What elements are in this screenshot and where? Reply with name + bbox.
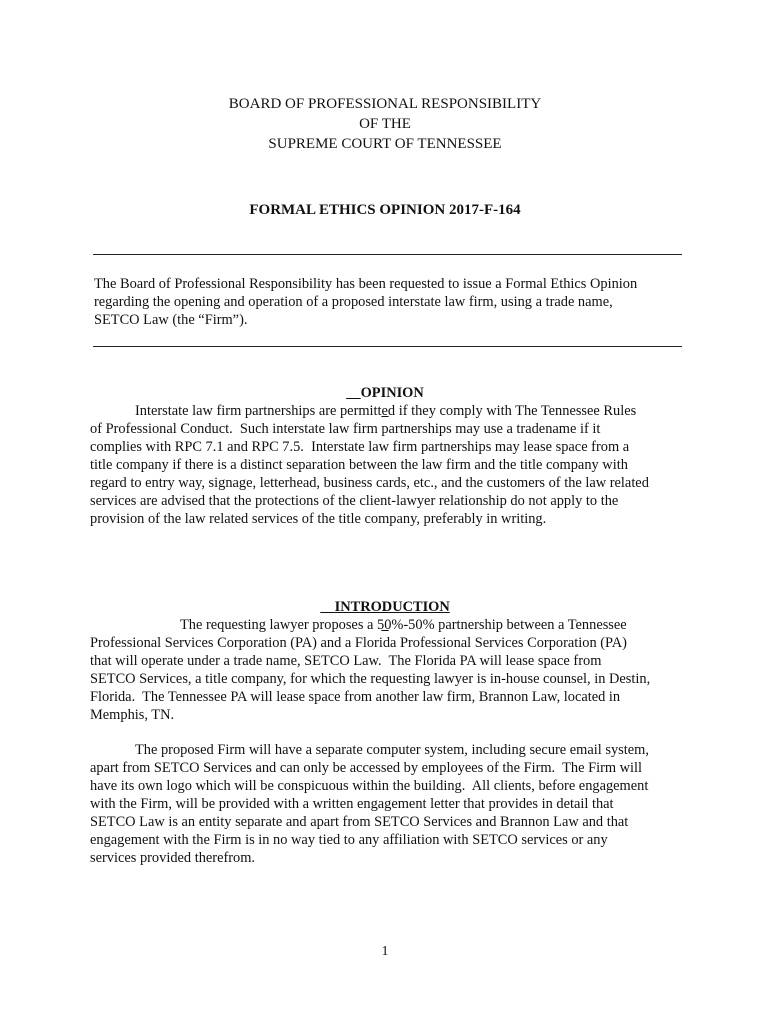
opinion-line: regard to entry way, signage, letterhead, business cards, etc., and the customers of the law related [90,475,649,491]
intro-line: regarding the opening and operation of a proposed interstate law firm, using a trade name, [94,294,613,310]
header-line-2: OF THE [359,116,411,132]
page-number: 1 [381,944,389,959]
introduction-line: Florida. The Tennessee PA will lease space from another law firm, Brannon Law, located in [90,689,621,705]
header-line-1: BOARD OF PROFESSIONAL RESPONSIBILITY [228,96,542,112]
introduction-heading-text: INTRODUCTION [334,599,450,615]
introduction-line: SETCO Services, a title company, for which the requesting lawyer is in-house counsel, in Destin, [90,671,651,687]
intro-line: The Board of Professional Responsibility has been requested to issue a Formal Ethics Opinion [94,276,638,292]
introduction-line: have its own logo which will be conspicuous within the building. All clients, before engagement [90,778,649,794]
bottom-divider [93,346,682,347]
intro-line: SETCO Law (the “Firm”). [94,312,248,328]
introduction-line: with the Firm, will be provided with a written engagement letter that provides in detail that [90,796,614,812]
introduction-line: The proposed Firm will have a separate computer system, including secure email system, [135,742,649,758]
introduction-line: Memphis, TN. [90,707,175,723]
opinion-line: provision of the law related services of the title company, preferably in writing. [90,511,547,527]
introduction-line: Professional Services Corporation (PA) and a Florida Professional Services Corporation (PA) [90,635,627,651]
opinion-line: services are advised that the protections of the client-lawyer relationship do not apply to the [90,493,619,509]
opinion-line: Interstate law firm partnerships are permitted if they comply with The Tennessee Rules [135,403,637,419]
introduction-line: that will operate under a trade name, SETCO Law. The Florida PA will lease space from [90,653,602,669]
top-divider [93,254,682,255]
opinion-heading-text: OPINION [360,385,424,401]
introduction-line: SETCO Law is an entity separate and apart from SETCO Services and Brannon Law and that [90,814,629,830]
document-title: FORMAL ETHICS OPINION 2017-F-164 [249,202,521,218]
header-line-3: SUPREME COURT OF TENNESSEE [268,136,502,152]
opinion-line: title company if there is a distinct separation between the law firm and the title company with [90,457,628,473]
opinion-line: complies with RPC 7.1 and RPC 7.5. Interstate law firm partnerships may lease space from a [90,439,630,455]
introduction-line: apart from SETCO Services and can only be accessed by employees of the Firm. The Firm will [90,760,643,776]
opinion-line: of Professional Conduct. Such interstate law firm partnerships may use a tradename if it [90,421,601,437]
introduction-line: engagement with the Firm is in no way tied to any affiliation with SETCO services or any [90,832,608,848]
introduction-line: services provided therefrom. [90,850,256,866]
introduction-line: The requesting lawyer proposes a 50%-50% partnership between a Tennessee [180,617,627,633]
